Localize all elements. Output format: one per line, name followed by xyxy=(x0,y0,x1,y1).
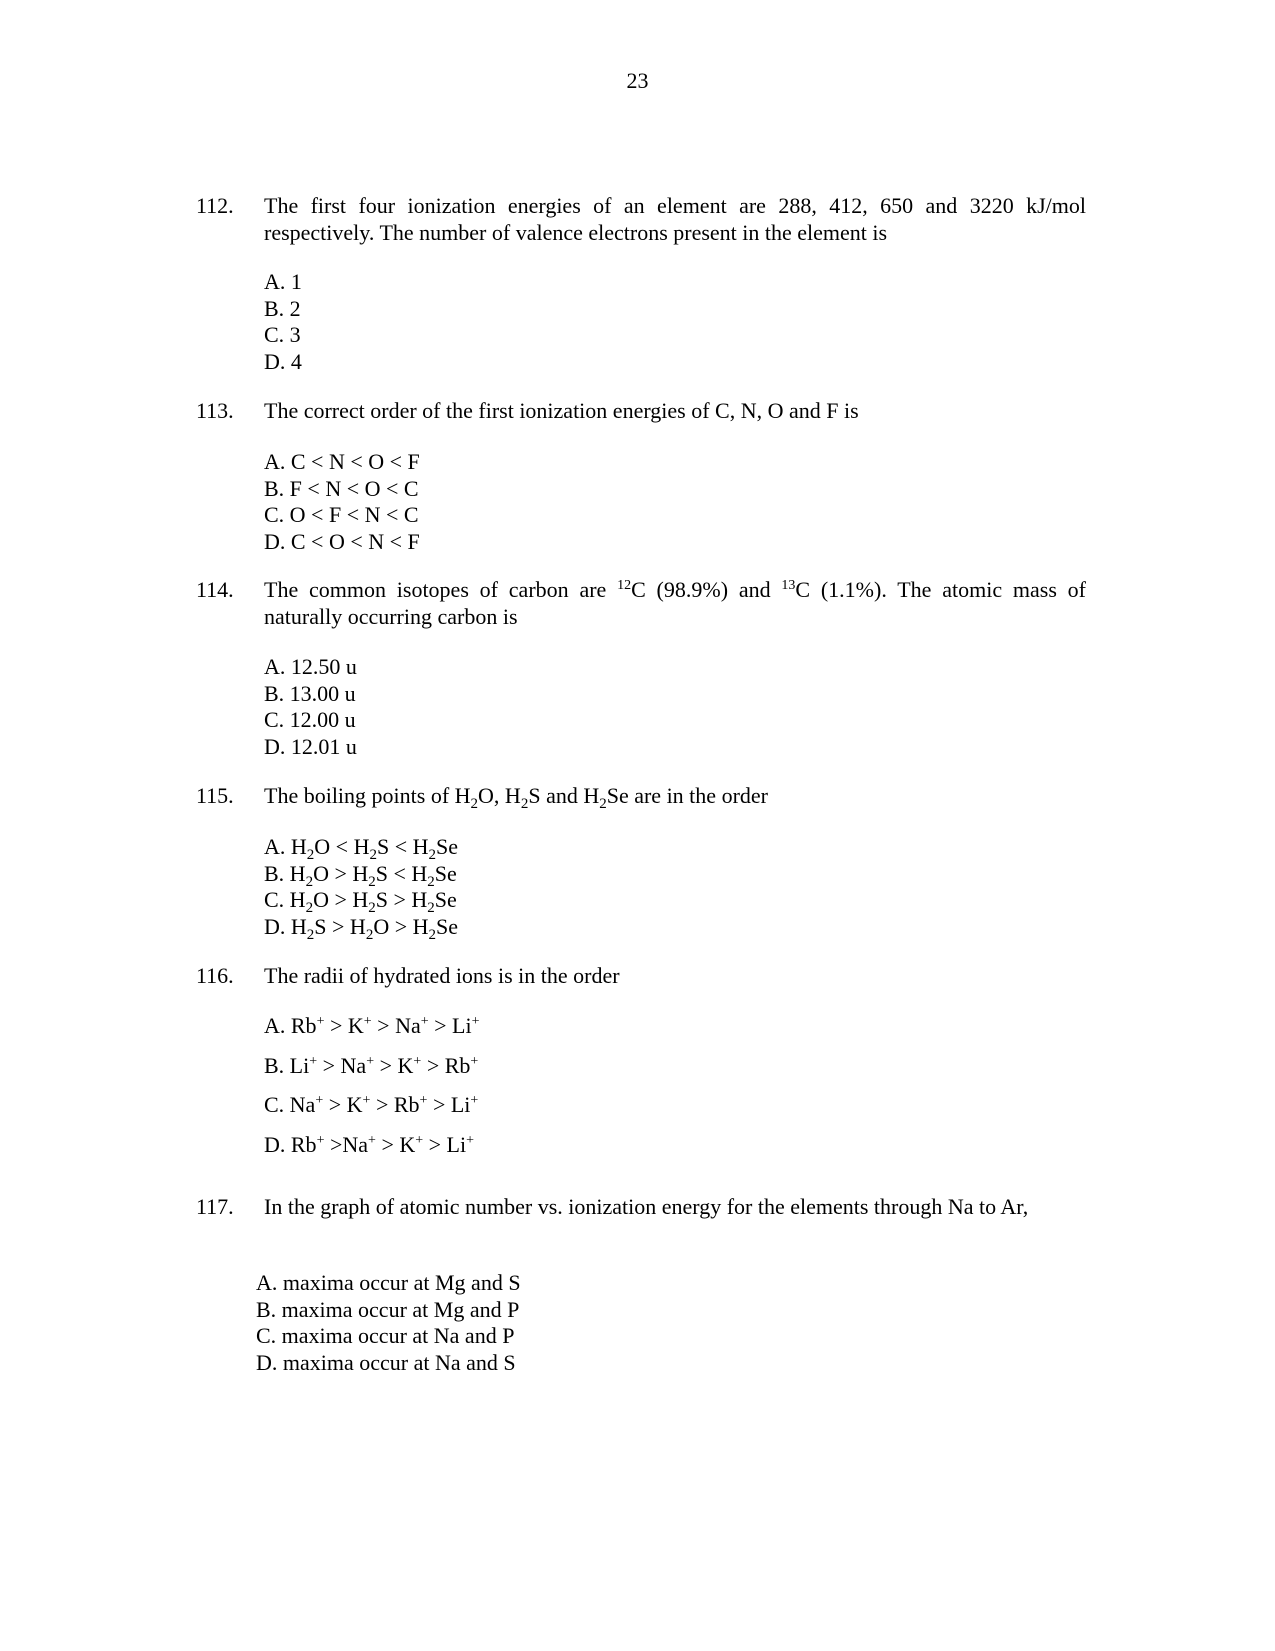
question-text: In the graph of atomic number vs. ionization energy for the elements through Na to Ar, xyxy=(264,1194,1029,1219)
option-d: D. C < O < N < F xyxy=(264,528,420,554)
options-list xyxy=(264,654,357,760)
option-c: C. O < F < N < C xyxy=(264,502,419,527)
option-a: A. $H_2O < H_2S < H_2Se$ xyxy=(264,834,458,863)
question-text: The boiling points of $H_2O$, $H_2S$ and $H_2Se$ are in the order xyxy=(264,783,768,812)
option-c: C. Na+ > K+ > Rb+ > Li+ xyxy=(264,1092,479,1117)
options-list xyxy=(264,449,420,555)
option-c: C. $H_2O > H_2S > H_2Se$ xyxy=(264,887,457,916)
question-text: The first four ionization energies of an element are 288, 412, 650 and 3220 kJ/mol respectively. The number of valence electrons present in the element is xyxy=(264,193,1086,245)
option-d: D. 12.01 u xyxy=(264,733,357,759)
page-number: 23 xyxy=(626,68,649,93)
option-d: D. $H_2S > H_2O > H_2Se$ xyxy=(264,913,458,943)
option-c: C. 12.00 u xyxy=(264,707,356,732)
option-b: B. maxima occur at Mg and P xyxy=(256,1296,520,1322)
option-a: A. C < N < O < F xyxy=(264,449,420,474)
option-a: A. maxima occur at Mg and S xyxy=(256,1270,521,1295)
question-text: The correct order of the first ionization energies of C, N, O and F is xyxy=(264,398,859,423)
option-b: B. 2 xyxy=(264,295,301,321)
question-number: 114. xyxy=(196,577,234,602)
option-d: D. maxima occur at Na and S xyxy=(256,1349,516,1375)
option-a: A. 12.50 u xyxy=(264,654,357,679)
option-d: D. 4 xyxy=(264,348,302,374)
options-list xyxy=(256,1270,521,1376)
option-c: C. 3 xyxy=(264,322,301,347)
option-b: B. $H_2O > H_2S < H_2Se$ xyxy=(264,860,457,890)
question-number: 115. xyxy=(196,783,234,808)
option-b: B. F < N < O < C xyxy=(264,475,419,501)
option-a: A. Rb+ > K+ > Na+ > Li+ xyxy=(264,1013,480,1038)
option-a: A. 1 xyxy=(264,269,302,294)
question-number: 112. xyxy=(196,193,234,218)
options-list xyxy=(264,269,302,375)
options-list xyxy=(264,834,458,943)
option-c: C. maxima occur at Na and P xyxy=(256,1323,515,1348)
option-b: B. 13.00 u xyxy=(264,680,356,706)
option-b: B. Li+ > Na+ > K+ > Rb+ xyxy=(264,1052,479,1078)
question-text: The radii of hydrated ions is in the order xyxy=(264,963,620,988)
question-text: The common isotopes of carbon are $^{12}$C (98.9%) and $^{13}$C (1.1%). The atomic mass of naturally occurring carbon is xyxy=(264,577,1086,629)
question-number: 117. xyxy=(196,1194,234,1219)
question-number: 116. xyxy=(196,963,234,988)
options-list xyxy=(264,1006,480,1164)
question-number: 113. xyxy=(196,398,234,423)
option-d: D. Rb+ >Na+ > K+ > Li+ xyxy=(264,1131,475,1157)
